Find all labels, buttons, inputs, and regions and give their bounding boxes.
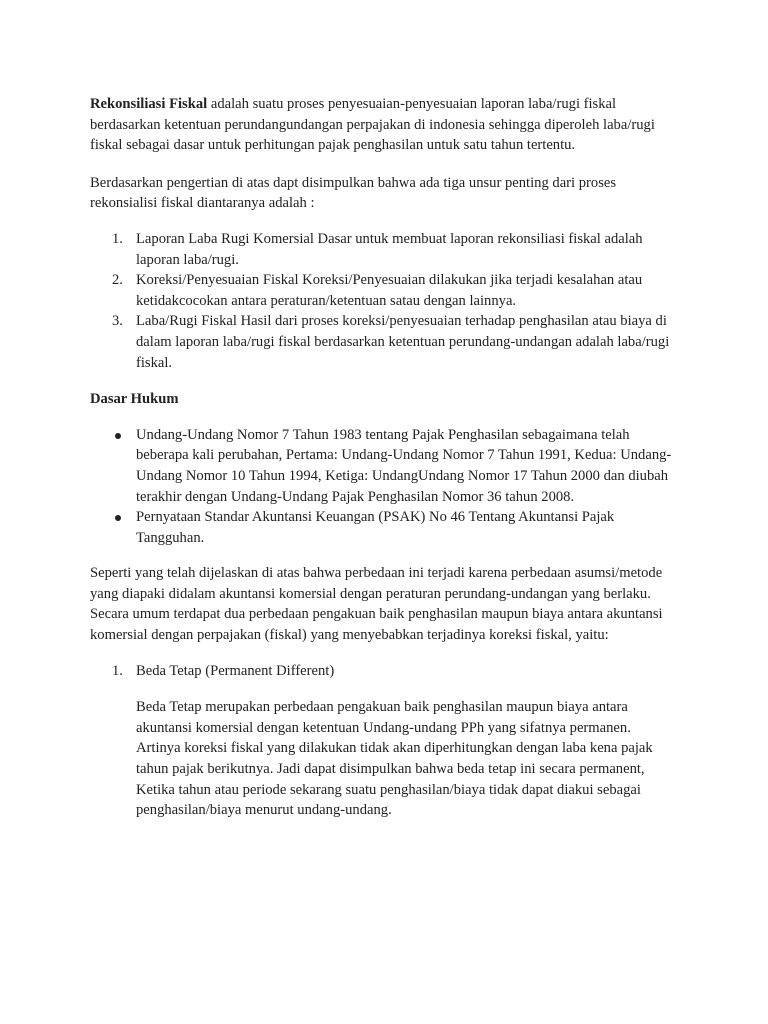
- bullet-icon: [115, 433, 121, 439]
- difference-description: [90, 697, 678, 821]
- list-number: 1.: [112, 662, 123, 679]
- list-item-text: Koreksi/Penyesuaian Fiskal Koreksi/Penyesuaian dilakukan jika terjadi kesalahan atau ketidakcocokan antara peraturan/ketentuan satau dengan lainnya.: [136, 272, 643, 309]
- difference-desc-1: Beda Tetap merupakan perbedaan pengakuan baik penghasilan maupun biaya antara akuntansi komersial dengan ketentuan Undang-undang PPh yang sifatnya permanen.: [136, 699, 631, 736]
- list-number: 1.: [112, 230, 123, 247]
- list-number: 3.: [112, 313, 123, 330]
- list-item: [90, 425, 678, 507]
- intro-text: adalah suatu proses penyesuaian-penyesuaian laporan laba/rugi fiskal berdasarkan ketentuan perundangundangan perpajakan di indonesia sehingga diperoleh laba/rugi fiskal sebagai dasar untuk perhitungan pajak penghasilan untuk satu tahun tertentu.: [90, 96, 655, 154]
- list-item-text: Undang-Undang Nomor 7 Tahun 1983 tentang Pajak Penghasilan sebagaimana telah beberapa kali perubahan, Pertama: Undang-Undang Nomor 7 Tahun 1991, Kedua: Undang-Undang Nomor 10 Tahun 1994, Ketiga: UndangUndang Nomor 17 Tahun 2000 dan diubah terakhir dengan Undang-Undang Pajak Penghasilan Nomor 36 tahun 2008.: [136, 426, 672, 505]
- list-item: [90, 311, 678, 373]
- intro-term: Rekonsiliasi Fiskal: [90, 96, 208, 112]
- list-item: [90, 270, 678, 311]
- section-heading: Dasar Hukum: [90, 391, 179, 408]
- differences-list: [90, 661, 678, 682]
- list-item: [90, 507, 678, 548]
- differences-intro-paragraph: Seperti yang telah dijelaskan di atas bahwa perbedaan ini terjadi karena perbedaan asumsi/metode yang diapaki didalam akuntansi komersial dengan peraturan perundang-undangan yang berlaku. Secara umum terdapat dua perbedaan pengakuan baik penghasilan maupun biaya antara akuntansi komersial dengan perpajakan (fiskal) yang menyebabkan terjadinya koreksi fiskal, yaitu:: [90, 565, 663, 644]
- list-item-text: Pernyataan Standar Akuntansi Keuangan (PSAK) No 46 Tentang Akuntansi Pajak Tangguhan.: [136, 509, 615, 546]
- list-item-text: Laba/Rugi Fiskal Hasil dari proses koreksi/penyesuaian terhadap penghasilan atau biaya di dalam laporan laba/rugi fiskal berdasarkan ketentuan perundang-undangan adalah laba/rugi fiskal.: [136, 313, 670, 371]
- legal-basis-list: [90, 425, 678, 549]
- elements-list: [90, 229, 678, 373]
- list-item: [90, 229, 678, 270]
- bullet-icon: [115, 515, 121, 521]
- intro-paragraph: [90, 94, 678, 156]
- list-item-text: Laporan Laba Rugi Komersial Dasar untuk membuat laporan rekonsiliasi fiskal adalah laporan laba/rugi.: [136, 230, 643, 268]
- list-item: [90, 661, 678, 682]
- summary-paragraph: Berdasarkan pengertian di atas dapt disimpulkan bahwa ada tiga unsur penting dari proses rekonsialisi fiskal diantaranya adalah :: [90, 174, 617, 212]
- list-number: 2.: [112, 272, 123, 289]
- difference-title: Beda Tetap (Permanent Different): [136, 662, 335, 679]
- difference-desc-2: Artinya koreksi fiskal yang dilakukan tidak akan diperhitungkan dengan laba kena pajak tahun pajak berikutnya. Jadi dapat disimpulkan bahwa beda tetap ini secara permanent, Ketika tahun atau periode sekarang suatu penghasilan/biaya tidak dapat diakui sebagai penghasilan/biaya menurut undang-undang.: [136, 740, 653, 819]
